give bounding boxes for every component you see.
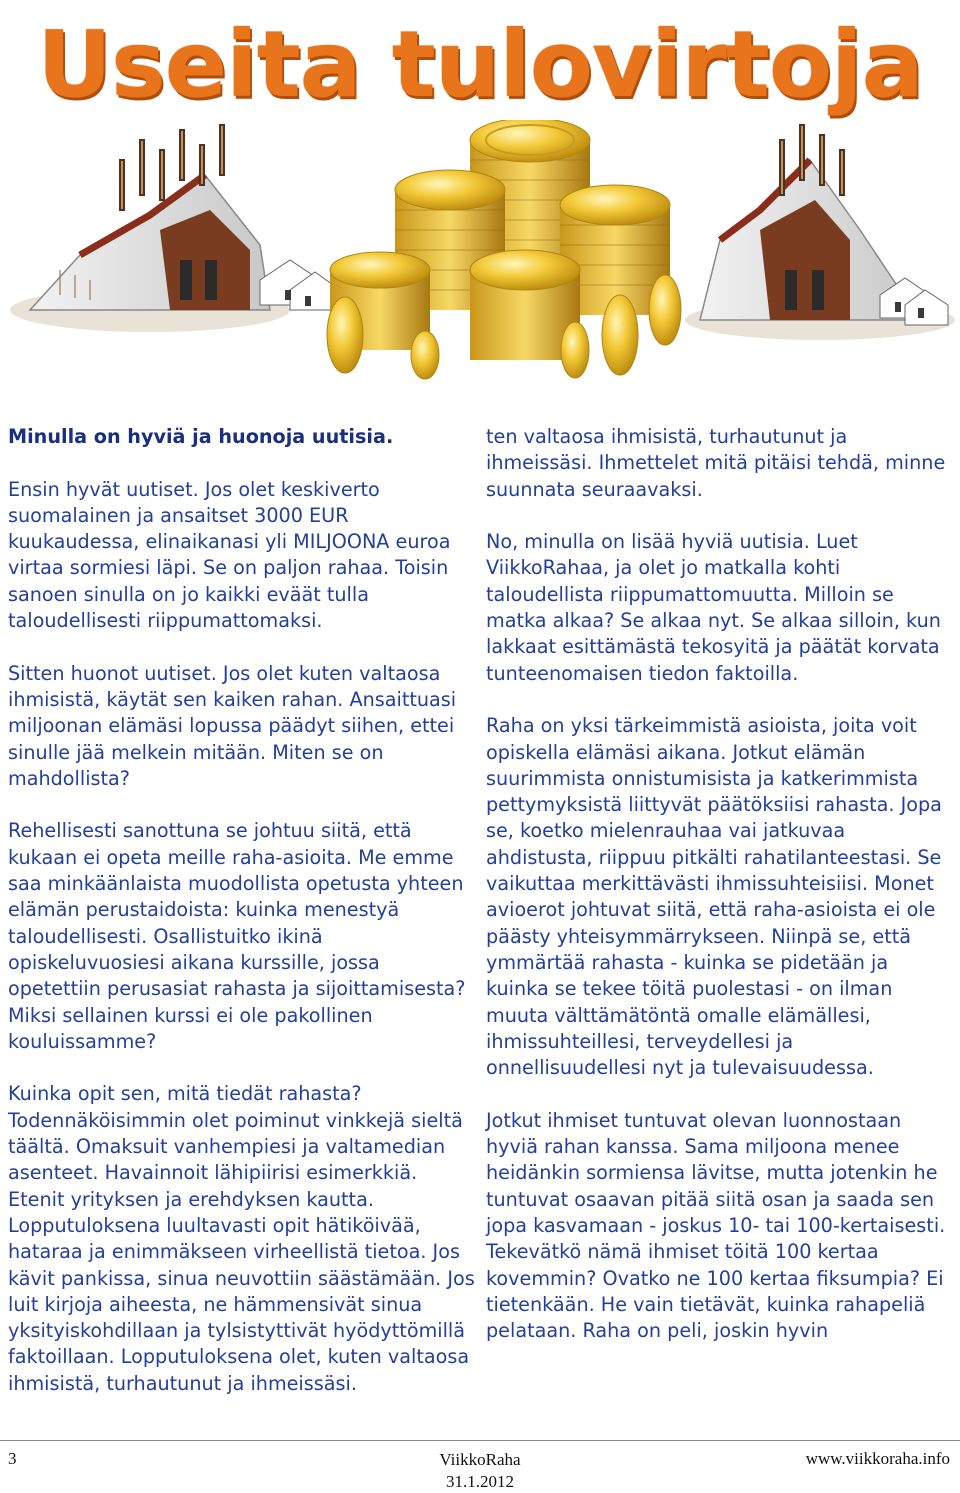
article-paragraph: Raha on yksi tärkeimmistä asioista, joita voit opiskella elämäsi aikana. Jotkut elämän suurimmista onnistumisista ja katkerimmista pettymyksistä liittyvät päätöksiisi rahasta. Jopa se, koetko mielenrauhaa vai jatkuvaa ahdistusta, riippuu pitkälti rahatilanteestasi. Se vaikuttaa merkittävästi ihmissuhteisiisi. Monet avioerot johtuvat siitä, että raha-asioista ei ole päästy yhteisymmärrykseen. Niinpä se, että ymmärtää rahasta - kuinka se pidetään ja kuinka se tekee töitä puolestasi - on ilman muuta välttämätöntä omalle elämällesi, ihmissuhteillesi, terveydellesi ja onnellisuudellesi nyt ja tulevaisuudessa. — [486, 714, 942, 1080]
article-paragraph: ten valtaosa ihmisistä, turhautunut ja ihmeissäsi. Ihmettelet mitä pitäisi tehdä, minne suunnata seuraavaksi. — [486, 425, 946, 501]
publication-date: 31.1.2012 — [446, 1472, 514, 1491]
article-lead: Minulla on hyviä ja huonoja uutisia. — [8, 425, 394, 448]
article-paragraph: Ensin hyvät uutiset. Jos olet keskiverto suomalainen ja ansaitset 3000 EUR kuukaudessa, elinaikanasi yli MILJOONA euroa virtaa sormiesi läpi. Se on paljon rahaa. Toisin sanoen sinulla on jo kaikki eväät tulla taloudellisesti riippumattomaksi. — [8, 477, 451, 633]
page-title: Useita tulovirtoja — [37, 11, 923, 118]
article-paragraph: Rehellisesti sanottuna se johtuu siitä, että kukaan ei opeta meille raha-asioita. Me emme saa minkäänlaista muodollista opetusta yhteen elämän perustaidoista: kuinka menestyä taloudellisesti. Osallistuitko ikinä opiskeluvuosiesi aikana kurssille, jossa opetettiin perusasiat rahasta ja sijoittamisesta? Miksi sellainen kurssi ei ole pakollinen kouluissamme? — [8, 819, 466, 1053]
article-paragraph: Sitten huonot uutiset. Jos olet kuten valtaosa ihmisistä, käytät sen kaiken rahan. Ansaittuasi miljoonan elämäsi lopussa päädyt siihen, ettei sinulle jää melkein mitään. Miten se on mahdollista? — [8, 661, 457, 790]
coin-stacks — [327, 120, 681, 379]
article-paragraph: Kuinka opit sen, mitä tiedät rahasta? Todennäköisimmin olet poiminut vinkkejä sieltä täältä. Omaksuit vanhempiesi ja valtamedian asenteet. Havainnoit lähipiirisi esimerkkiä. Etenit yrityksen ja erehdyksen kautta. Lopputuloksena luultavasti opit hätiköivää, hataraa ja enimmäkseen virheellistä tietoa. Jos kävit pankissa, sinua neuvottiin säästämään. Jos luit kirjoja aiheesta, ne hämmensivät sinua yksityiskohdillaan ja tylsistyttivät hyödyttömillä faktoillaan. Lopputuloksena olet, kuten valtaosa ihmisistä, turhautunut ja ihmeissäsi. — [8, 1082, 475, 1395]
publication-name: ViikkoRaha — [439, 1450, 521, 1469]
article-left-column — [8, 424, 478, 1423]
article-right-column — [486, 424, 951, 1371]
page-footer — [0, 1440, 960, 1491]
website-link[interactable]: www.viikkoraha.info — [805, 1449, 950, 1468]
right-scene — [685, 125, 955, 340]
coins-and-oil-pumps-illustration-icon — [0, 120, 960, 380]
left-scene — [10, 125, 340, 332]
page-number: 3 — [8, 1449, 17, 1468]
article-paragraph: Jotkut ihmiset tuntuvat olevan luonnostaan hyviä rahan kanssa. Sama miljoona menee heidänkin sormiensa lävitse, mutta jotenkin he tuntuvat osaavan pitää siitä osan ja saada sen jopa kasvamaan - joskus 10- tai 100-kertaisesti. Tekevätkö nämä ihmiset töitä 100 kertaa kovemmin? Ovatko ne 100 kertaa fiksumpia? Ei tietenkään. He vain tietävät, kuinka rahapeliä pelataan. Raha on peli, joskin hyvin — [486, 1108, 946, 1343]
article-paragraph: No, minulla on lisää hyviä uutisia. Luet ViikkoRahaa, ja olet jo matkalla kohti taloudellista riippumattomuutta. Milloin se matka alkaa? Se alkaa nyt. Se alkaa silloin, kun lakkaat esittämästä tekosyitä ja päätät korvata tunteenomaisen tiedon faktoilla. — [486, 530, 941, 685]
